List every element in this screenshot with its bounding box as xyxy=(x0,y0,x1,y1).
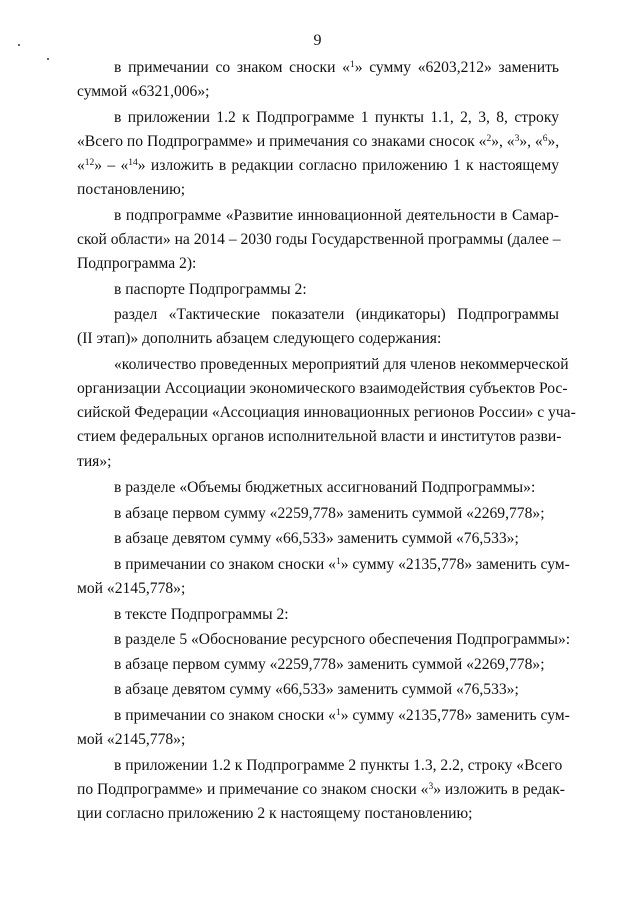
text-line: в приложении 1.2 к Подпрограмме 2 пункты 1.3, 2.2, строку «Всего xyxy=(114,757,563,774)
text-line: стием федеральных органов исполнительной власти и институтов разви- xyxy=(77,428,562,445)
text-line: мой «2145,778»; xyxy=(77,580,186,597)
text-line: в подпрограмме «Развитие инновационной деятельности в Самар- xyxy=(114,207,559,224)
text-line: постановлению; xyxy=(77,181,186,198)
text-line: тия»; xyxy=(77,453,112,470)
text-line: ской области» на 2014 – 2030 годы Государственной программы (далее – xyxy=(77,231,561,248)
text-line: раздел «Тактические показатели (индикаторы) Подпрограммы xyxy=(114,306,559,323)
text-line: в примечании со знаком сноски «$^1$» сумму «2135,778» заменить сум- xyxy=(114,556,570,573)
text-line: в примечании со знаком сноски «$^1$» сумму «6203,212» заменить xyxy=(114,59,560,76)
text-line: суммой «6321,006»; xyxy=(77,83,210,100)
text-line: в абзаце первом сумму «2259,778» заменить суммой «2269,778»; xyxy=(114,505,545,522)
text-line: «Всего по Подпрограмме» и примечания со знаками сносок «$^2$», «$^3$», «$^6$», xyxy=(77,133,560,150)
text-line: в разделе 5 «Обоснование ресурсного обеспечения Подпрограммы»: xyxy=(114,631,571,648)
scan-speck xyxy=(18,44,20,46)
text-line: в тексте Подпрограммы 2: xyxy=(114,606,289,623)
text-line: в примечании со знаком сноски «$^1$» сумму «2135,778» заменить сум- xyxy=(114,707,570,724)
text-line: Подпрограмма 2): xyxy=(77,255,197,272)
text-line: «$^{12}$» – «$^{14}$» изложить в редакции согласно приложению 1 к настоящему xyxy=(77,157,559,174)
text-line: мой «2145,778»; xyxy=(77,731,186,748)
text-line: сийской Федерации «Ассоциация инновационных регионов России» с уча- xyxy=(77,404,576,421)
text-line: в абзаце первом сумму «2259,778» заменить суммой «2269,778»; xyxy=(114,656,545,673)
text-line: в паспорте Подпрограммы 2: xyxy=(114,281,307,298)
text-line: в приложении 1.2 к Подпрограмме 1 пункты 1.1, 2, 3, 8, строку xyxy=(114,109,559,126)
page-number: 9 xyxy=(313,32,322,49)
text-line: ции согласно приложению 2 к настоящему постановлению; xyxy=(77,805,473,822)
text-line: организации Ассоциации экономического взаимодействия субъектов Рос- xyxy=(77,380,568,397)
text-line: (II этап)» дополнить абзацем следующего содержания: xyxy=(77,330,442,347)
scan-speck xyxy=(47,58,49,60)
text-line: по Подпрограмме» и примечание со знаком сноски «$^3$» изложить в редак- xyxy=(77,781,565,798)
text-line: в разделе «Объемы бюджетных ассигнований Подпрограммы»: xyxy=(114,479,536,496)
text-line: «количество проведенных мероприятий для членов некоммерческой xyxy=(114,356,569,373)
text-line: в абзаце девятом сумму «66,533» заменить суммой «76,533»; xyxy=(114,530,519,547)
text-line: в абзаце девятом сумму «66,533» заменить суммой «76,533»; xyxy=(114,681,519,698)
